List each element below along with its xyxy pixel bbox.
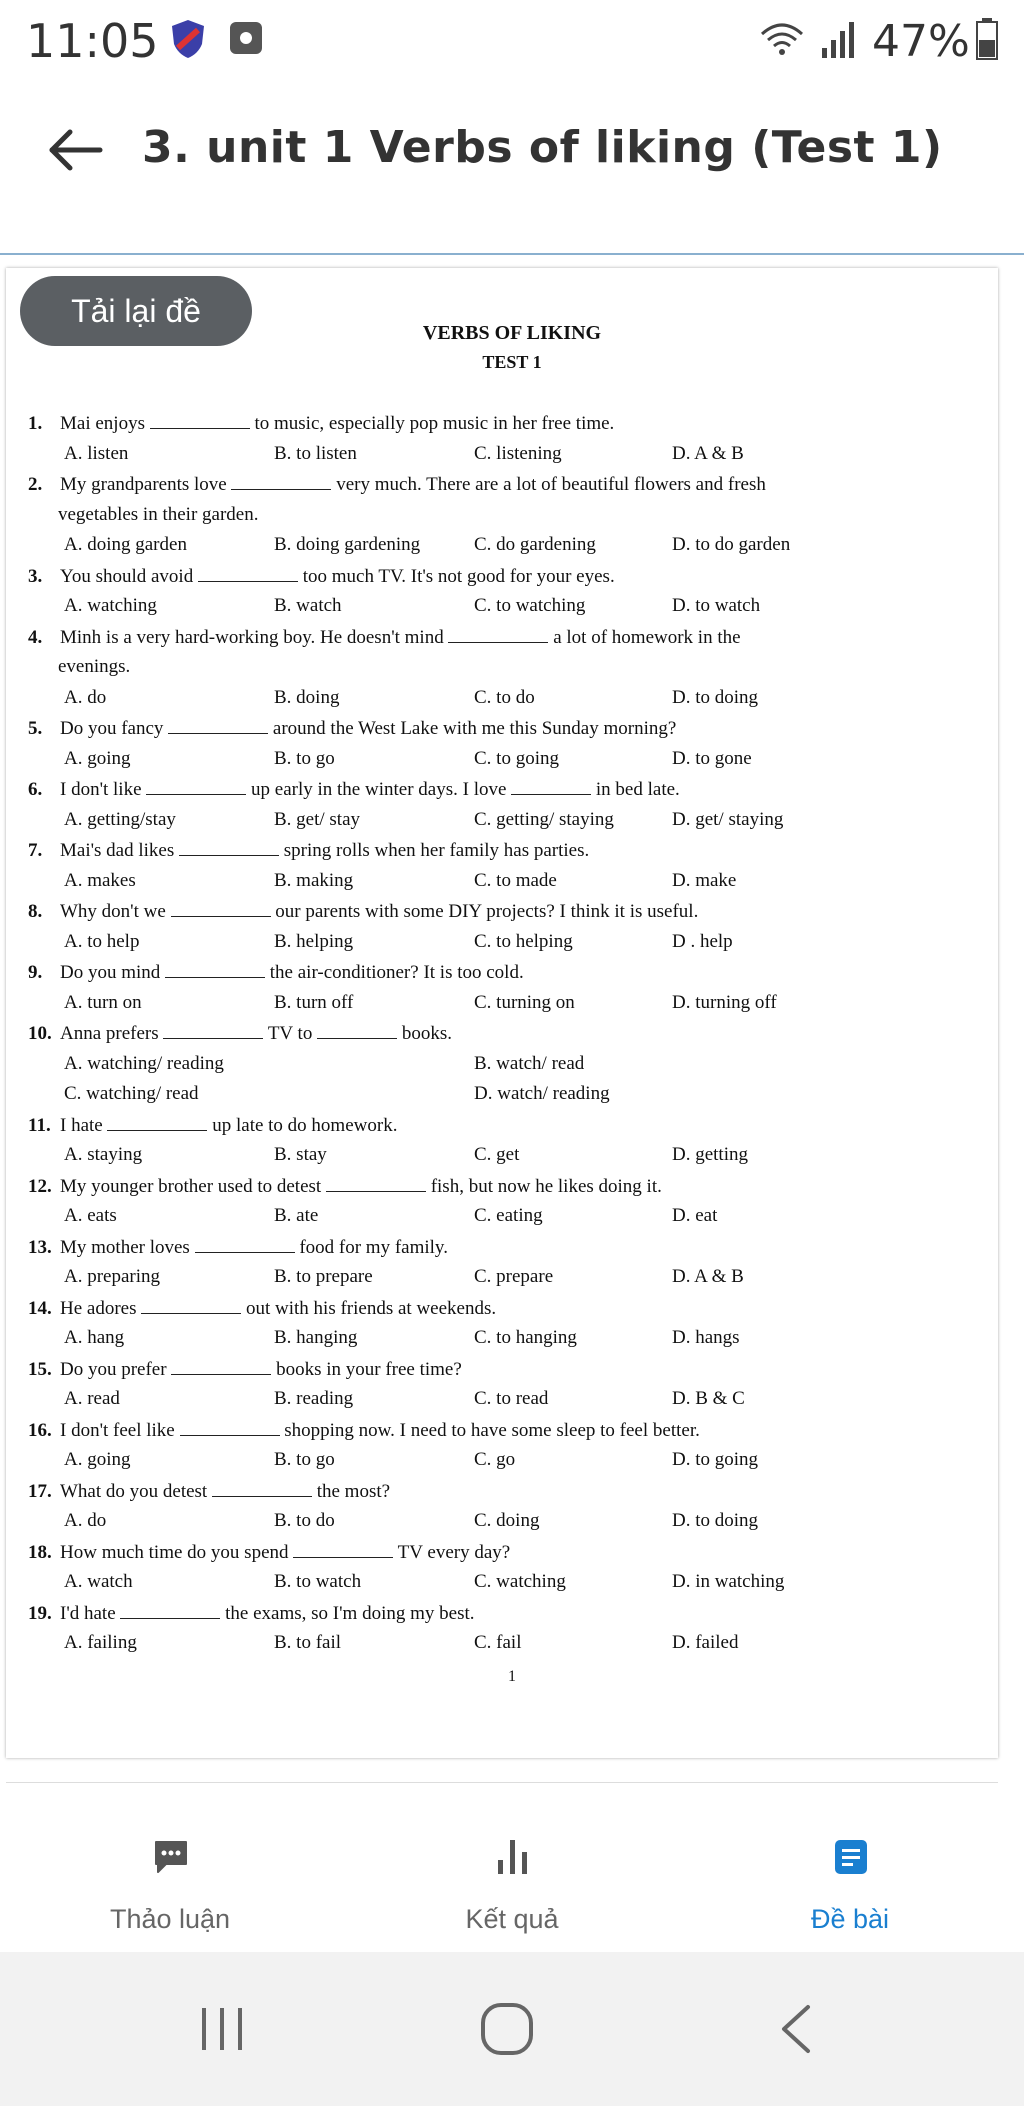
answer-option[interactable]: A. going (64, 747, 131, 769)
answer-option[interactable]: D. turning off (672, 991, 777, 1013)
answer-option[interactable]: A. makes (64, 869, 136, 891)
question-text: My mother loves (60, 1236, 195, 1258)
question-text: to music, especially pop music in her free time. (249, 413, 615, 434)
question-text: books in your free time? (271, 1358, 462, 1380)
question-text: You should avoid (60, 565, 198, 587)
question-text-continued: vegetables in their garden. (58, 503, 259, 525)
answer-option[interactable]: C. doing (474, 1510, 540, 1531)
answer-option[interactable]: D. failed (672, 1632, 739, 1653)
answer-option[interactable]: A. going (64, 1449, 131, 1470)
question-text: books. (397, 1023, 452, 1044)
answer-blank (195, 1236, 295, 1253)
reload-exam-button[interactable]: Tải lại đề (20, 276, 252, 346)
answer-option[interactable]: C. eating (474, 1205, 543, 1226)
question-text: Why don't we (60, 901, 171, 922)
answer-option[interactable]: D. to going (672, 1449, 759, 1470)
answer-option[interactable]: C. to made (474, 869, 557, 891)
question-text: Do you fancy (60, 718, 169, 739)
answer-option[interactable]: C. getting/ staying (474, 808, 614, 830)
answer-option[interactable]: D. make (672, 869, 737, 891)
answer-option[interactable]: A. staying (64, 1144, 143, 1165)
answer-option[interactable]: D. A & B (672, 1266, 744, 1287)
answer-option[interactable]: A. do (64, 686, 107, 708)
answer-option[interactable]: B. get/ stay (274, 808, 361, 830)
question (28, 1022, 948, 1045)
tab-results[interactable] (362, 1796, 662, 1952)
question-number: 2. (28, 474, 43, 495)
answer-option[interactable]: D. to doing (672, 1510, 759, 1531)
question-text: Do you prefer (60, 1358, 172, 1380)
answer-option[interactable]: D. A & B (672, 442, 744, 464)
question-number: 18. (28, 1541, 52, 1563)
answer-option[interactable]: D. hangs (672, 1327, 740, 1348)
answer-option[interactable]: C. prepare (474, 1266, 554, 1287)
answer-option[interactable]: B. to go (274, 1449, 335, 1470)
question-text: Minh is a very hard-working boy. He doesn't mind (60, 626, 449, 648)
answer-blank (120, 1602, 220, 1619)
answer-option[interactable]: C. do gardening (474, 534, 596, 555)
answer-option[interactable]: B. stay (274, 1144, 327, 1165)
question-text: My grandparents love (60, 474, 232, 495)
notification-icon (230, 22, 262, 54)
question-number: 8. (28, 901, 43, 922)
question (28, 1114, 948, 1137)
answer-option[interactable]: D. to doing (672, 686, 759, 708)
question (28, 961, 948, 984)
question-text: My younger brother used to detest (60, 1175, 326, 1197)
question-text: around the West Lake with me this Sunday morning? (268, 718, 677, 739)
question-text: What do you detest (60, 1480, 212, 1502)
answer-option[interactable]: B. hanging (274, 1327, 358, 1348)
question (28, 1419, 948, 1442)
answer-option[interactable]: C. get (474, 1144, 520, 1165)
answer-option[interactable]: C. to watching (474, 595, 586, 616)
tab-exam-label: Đề bài (810, 1904, 890, 1934)
answer-option[interactable]: B. to prepare (274, 1266, 373, 1287)
question-text: TV to (263, 1023, 318, 1044)
answer-option[interactable]: A. to help (64, 930, 140, 952)
question-number: 12. (28, 1175, 52, 1197)
question (28, 778, 948, 801)
answer-option[interactable]: C. watching/ read (64, 1083, 199, 1104)
answer-blank (163, 1022, 263, 1039)
question (28, 1480, 948, 1503)
question (28, 717, 948, 740)
question-number: 11. (28, 1114, 51, 1136)
question (28, 1236, 948, 1259)
answer-option[interactable]: C. to hanging (474, 1327, 577, 1348)
question-number: 16. (28, 1419, 52, 1441)
answer-option[interactable]: B. watch/ read (474, 1052, 585, 1074)
page-number: 1 (508, 1668, 516, 1685)
question-text: I hate (60, 1114, 108, 1136)
shield-icon (170, 18, 206, 60)
answer-option[interactable]: B. to fail (274, 1632, 342, 1653)
answer-blank (511, 778, 591, 795)
answer-option[interactable]: D. eat (672, 1205, 718, 1226)
question-text: food for my family. (294, 1236, 448, 1258)
answer-blank (198, 565, 298, 582)
answer-option[interactable]: D . help (672, 930, 733, 952)
chat-icon (152, 1838, 190, 1876)
doc-title: VERBS OF LIKING (422, 322, 602, 344)
answer-blank (179, 839, 279, 856)
question (28, 473, 948, 496)
question-text: I don't feel like (60, 1419, 180, 1441)
tab-discussion-label: Thảo luận (109, 1904, 231, 1934)
answer-option[interactable]: C. listening (474, 442, 562, 464)
question (28, 839, 948, 862)
question (28, 565, 948, 588)
question-text: spring rolls when her family has parties. (279, 840, 590, 861)
answer-option[interactable]: D. watch/ reading (474, 1083, 610, 1104)
back-arrow-icon[interactable] (48, 128, 104, 172)
back-nav-icon[interactable] (778, 2004, 814, 2054)
answer-option[interactable]: A. hang (64, 1327, 125, 1348)
question-number: 3. (28, 565, 43, 587)
answer-option[interactable]: D. to gone (672, 747, 752, 769)
question-text: the air-conditioner? It is too cold. (265, 962, 524, 983)
question-text-continued: evenings. (58, 656, 131, 677)
answer-option[interactable]: A. doing garden (64, 534, 187, 555)
recent-apps-icon[interactable] (198, 2006, 246, 2052)
answer-option[interactable]: B. to do (274, 1510, 335, 1531)
battery-icon (976, 18, 998, 60)
question-number: 6. (28, 779, 43, 800)
answer-option[interactable]: C. to going (474, 747, 559, 769)
question-text: out with his friends at weekends. (241, 1297, 497, 1319)
answer-blank (171, 1358, 271, 1375)
question-number: 7. (28, 840, 43, 861)
question-text: TV every day? (393, 1541, 511, 1563)
tab-exam[interactable] (700, 1796, 1000, 1952)
question (28, 412, 948, 435)
answer-blank (171, 900, 271, 917)
question-text: in bed late. (591, 779, 680, 800)
question-text: He adores (60, 1297, 142, 1319)
system-navigation-bar (0, 1952, 1024, 2106)
answer-option[interactable]: D. B & C (672, 1388, 745, 1409)
answer-blank (326, 1175, 426, 1192)
answer-blank (146, 778, 246, 795)
battery-percent: 47% (872, 16, 970, 67)
answer-option[interactable]: B. turn off (274, 991, 354, 1013)
question-number: 1. (28, 413, 43, 434)
answer-option[interactable]: A. watching/ reading (64, 1052, 224, 1074)
answer-blank (212, 1480, 312, 1497)
answer-option[interactable]: D. to watch (672, 595, 761, 616)
answer-option[interactable]: B. doing (274, 686, 340, 708)
question-text: up early in the winter days. I love (246, 779, 512, 800)
question (28, 900, 948, 923)
tab-discussion[interactable] (20, 1796, 320, 1952)
answer-option[interactable]: A. failing (64, 1632, 137, 1653)
answer-blank (231, 473, 331, 490)
answer-option[interactable]: D. to do garden (672, 534, 791, 555)
answer-option[interactable]: A. read (64, 1388, 120, 1409)
page-title: 3. unit 1 Verbs of liking (Test 1) (142, 122, 943, 173)
home-icon[interactable] (480, 2002, 534, 2056)
question (28, 626, 948, 649)
status-bar (0, 0, 1024, 86)
answer-option[interactable]: C. go (474, 1449, 516, 1470)
signal-icon (818, 22, 858, 58)
answer-option[interactable]: B. to watch (274, 1571, 362, 1592)
header-divider (0, 253, 1024, 255)
doc-subtitle: TEST 1 (482, 352, 542, 372)
question-text: the exams, so I'm doing my best. (220, 1602, 475, 1624)
answer-option[interactable]: A. do (64, 1510, 107, 1531)
answer-option[interactable]: D. in watching (672, 1571, 785, 1592)
answer-option[interactable]: A. listen (64, 442, 129, 464)
answer-option[interactable]: B. to listen (274, 442, 357, 464)
question-text: Do you mind (60, 962, 166, 983)
answer-option[interactable]: A. eats (64, 1205, 117, 1226)
question-text: I don't like (60, 779, 147, 800)
answer-option[interactable]: C. turning on (474, 991, 575, 1013)
answer-blank (180, 1419, 280, 1436)
question-text: Mai's dad likes (60, 840, 179, 861)
answer-option[interactable]: C. to read (474, 1388, 549, 1409)
question-text: I'd hate (60, 1602, 121, 1624)
answer-option[interactable]: B. reading (274, 1388, 354, 1409)
answer-option[interactable]: B. helping (274, 930, 354, 952)
answer-blank (107, 1114, 207, 1131)
question (28, 1297, 948, 1320)
question (28, 1358, 948, 1381)
question-text: Mai enjoys (60, 413, 150, 434)
bottom-navigation (0, 1796, 1024, 1952)
answer-blank (168, 717, 268, 734)
answer-blank (141, 1297, 241, 1314)
question-text: a lot of homework in the (548, 626, 741, 648)
answer-option[interactable]: C. fail (474, 1632, 522, 1653)
answer-option[interactable]: B. ate (274, 1205, 319, 1226)
question (28, 1175, 948, 1198)
question-text: too much TV. It's not good for your eyes. (297, 565, 615, 587)
answer-option[interactable]: D. getting (672, 1144, 748, 1165)
question-text: the most? (311, 1480, 391, 1502)
answer-option[interactable]: A. turn on (64, 991, 142, 1013)
answer-option[interactable]: B. watch (274, 595, 342, 616)
question-text: shopping now. I need to have some sleep to feel better. (279, 1419, 700, 1441)
question (28, 1541, 948, 1564)
answer-option[interactable]: D. get/ staying (672, 808, 784, 830)
answer-option[interactable]: C. to do (474, 686, 535, 708)
question-text: our parents with some DIY projects? I think it is useful. (270, 901, 699, 922)
question-text: up late to do homework. (207, 1114, 398, 1136)
answer-option[interactable]: A. watching (64, 595, 157, 616)
answer-option[interactable]: A. getting/stay (64, 808, 176, 830)
question-text: Anna prefers (60, 1023, 164, 1044)
question-number: 17. (28, 1480, 52, 1502)
wifi-icon (760, 20, 804, 60)
question-number: 15. (28, 1358, 52, 1380)
answer-blank (293, 1541, 393, 1558)
question-number: 5. (28, 718, 43, 739)
answer-option[interactable]: A. preparing (64, 1266, 161, 1287)
question-text: fish, but now he likes doing it. (425, 1175, 662, 1197)
answer-option[interactable]: B. to go (274, 747, 335, 769)
answer-option[interactable]: B. doing gardening (274, 534, 421, 555)
question-text: very much. There are a lot of beautiful flowers and fresh (331, 474, 766, 495)
question-number: 19. (28, 1602, 52, 1624)
question-number: 10. (28, 1023, 52, 1044)
question-number: 14. (28, 1297, 52, 1319)
answer-blank (317, 1022, 397, 1039)
status-time: 11:05 (26, 14, 159, 68)
question (28, 1602, 948, 1625)
answer-blank (448, 626, 548, 643)
question-number: 13. (28, 1236, 52, 1258)
bar-chart-icon (494, 1838, 532, 1876)
question-text: How much time do you spend (60, 1541, 294, 1563)
tab-results-label: Kết quả (465, 1904, 559, 1934)
answer-blank (150, 412, 250, 429)
answer-option[interactable]: C. watching (474, 1571, 566, 1592)
question-number: 9. (28, 962, 43, 983)
answer-option[interactable]: B. making (274, 869, 354, 891)
document-icon (832, 1838, 870, 1876)
answer-option[interactable]: C. to helping (474, 930, 573, 952)
question-number: 4. (28, 626, 43, 648)
answer-blank (165, 961, 265, 978)
answer-option[interactable]: A. watch (64, 1571, 133, 1592)
